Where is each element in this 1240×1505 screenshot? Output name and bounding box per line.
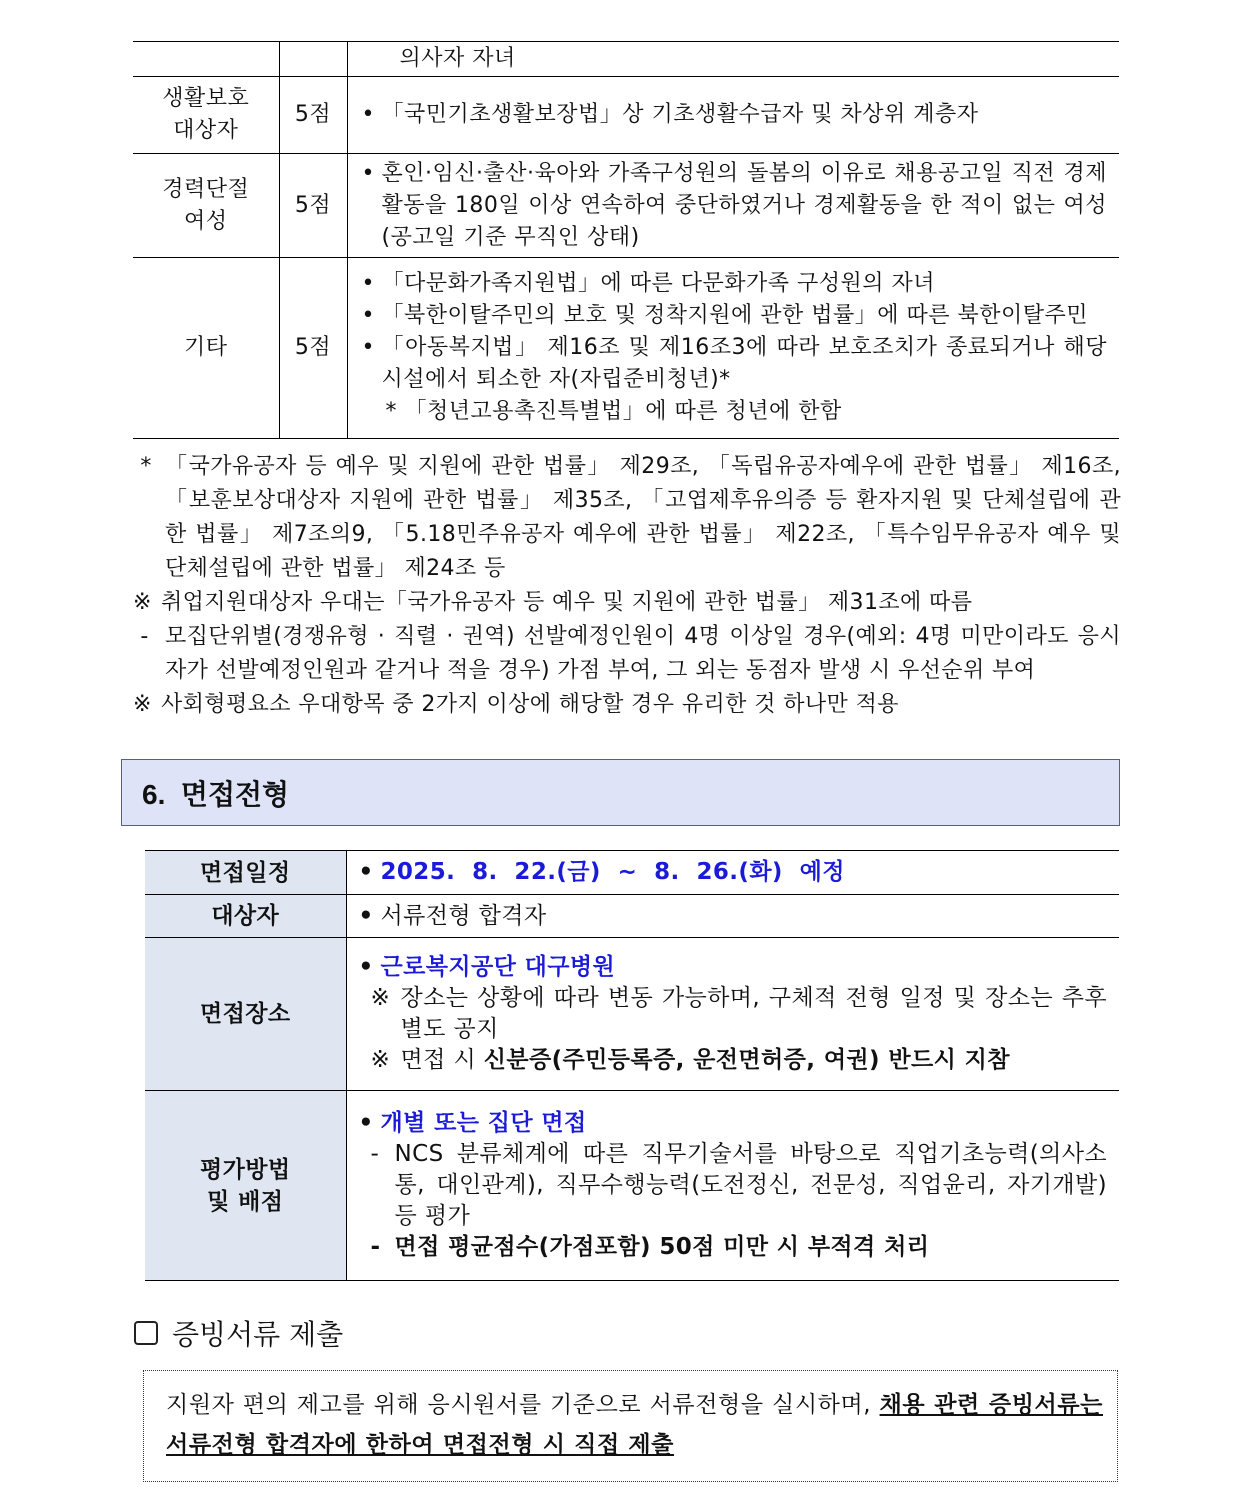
criteria-text: 「북한이탈주민의 보호 및 정착지원에 관한 법률」에 따른 북한이탈주민 — [381, 303, 1089, 328]
criteria-text: 혼인·임신·출산·육아와 가족구성원의 돌봄의 이유로 채용공고일 직전 경제활동을 180일 이상 연속하여 중단하였거나 경제활동을 한 적이 없는 여성(공고일 기준 무직인 상태) — [381, 160, 1107, 250]
target-label: 대상자 — [145, 895, 346, 938]
bullet-mark: • — [361, 160, 375, 186]
place-value-cell — [346, 938, 1119, 1091]
method-value-cell — [346, 1091, 1119, 1281]
note-item — [133, 450, 1121, 586]
table-row — [133, 258, 1119, 439]
place-value: 근로복지공단 대구병원 — [380, 954, 616, 980]
schedule-label: 면접일정 — [145, 851, 346, 895]
table-row — [145, 938, 1119, 1091]
note-text: 「국가유공자 등 예우 및 지원에 관한 법률」 제29조, 「독립유공자예우에 관한 법률」 제16조, 「보훈보상대상자 지원에 관한 법률」 제35조, 「고엽제후유의증 등 환자지원 및 단체설립에 관한 법률」 제7조의9, 「5.18민주유공자 예우에 관한 법률」 제22조, 「특수임무유공자 예우 및 단체설립에 관한 법률」 제24조 등 — [165, 454, 1121, 581]
evidence-notice-box — [143, 1370, 1118, 1482]
table-row — [133, 42, 1119, 77]
schedule-value-cell — [346, 851, 1119, 895]
points-cell: 5점 — [279, 258, 347, 439]
note-mark: ※ — [133, 692, 160, 717]
bullet-mark: • — [361, 335, 375, 360]
table-row — [145, 895, 1119, 938]
interview-table — [145, 850, 1119, 1281]
criteria-text: 의사자 자녀 — [399, 46, 516, 71]
criteria-text: 「아동복지법」 제16조 및 제16조3에 따라 보호조치가 종료되거나 해당 시설에서 퇴소한 자(자립준비청년)* — [381, 335, 1107, 392]
bullet-mark: • — [361, 271, 375, 296]
note-mark: ※ — [133, 590, 160, 615]
table-row — [133, 154, 1119, 258]
place-note-emphasis: 신분증(주민등록증, 운전면허증, 여권) 반드시 지참 — [483, 1047, 1010, 1073]
footnote: * 「청년고용촉진특별법」에 따른 청년에 한함 — [385, 399, 842, 424]
points-cell: 5점 — [279, 154, 347, 258]
bullet-mark: • — [358, 954, 374, 980]
bullet-mark: • — [358, 859, 374, 885]
criteria-cell — [347, 154, 1119, 258]
table-row — [145, 1091, 1119, 1281]
bullet-mark: • — [361, 303, 375, 328]
method-item: NCS 분류체계에 따른 직무기술서를 바탕으로 직업기초능력(의사소통, 대인관계), 직무수행능력(도전정신, 전문성, 직업윤리, 자기개발) 등 평가 — [394, 1141, 1107, 1229]
category-cell — [133, 42, 279, 77]
note-mark: ※ — [370, 985, 391, 1011]
evidence-title: 증빙서류 제출 — [172, 1318, 344, 1351]
note-mark: - — [133, 624, 157, 649]
evidence-heading — [134, 1313, 343, 1353]
note-mark: ※ — [370, 1047, 391, 1073]
note-text: 모집단위별(경쟁유형 · 직렬 · 권역) 선발예정인원이 4명 이상일 경우(예외: 4명 미만이라도 응시자가 선발예정인원과 같거나 적을 경우) 가점 부여, 그 외는 동점자 발생 시 우선순위 부여 — [165, 624, 1121, 683]
method-item: 면접 평균점수(가점포함) 50점 미만 시 부적격 처리 — [394, 1234, 930, 1260]
section-title — [121, 759, 1120, 826]
criteria-text: 「국민기초생활보장법」상 기초생활수급자 및 차상위 계층자 — [381, 102, 979, 127]
schedule-value: 2025. 8. 22.(금) ~ 8. 26.(화) 예정 — [380, 859, 845, 885]
points-cell — [279, 42, 347, 77]
dash-mark: - — [370, 1234, 381, 1260]
method-value: 개별 또는 집단 면접 — [380, 1110, 587, 1136]
dash-mark: - — [370, 1141, 380, 1167]
place-note — [401, 1045, 1108, 1076]
preference-table — [133, 41, 1119, 439]
evidence-text: 지원자 편의 제고를 위해 응시원서를 기준으로 서류전형을 실시하며, — [166, 1392, 880, 1418]
target-value: 서류전형 합격자 — [380, 902, 547, 929]
criteria-cell — [347, 77, 1119, 154]
note-item — [133, 620, 1121, 688]
place-note-prefix: 면접 시 — [400, 1047, 484, 1073]
table-row — [145, 851, 1119, 895]
criteria-cell — [347, 258, 1119, 439]
square-bullet-icon — [134, 1321, 158, 1345]
place-label: 면접장소 — [145, 938, 346, 1091]
bullet-mark: • — [358, 902, 374, 929]
note-text: 취업지원대상자 우대는「국가유공자 등 예우 및 지원에 관한 법률」 제31조에 따름 — [161, 590, 973, 615]
criteria-cell — [347, 42, 1119, 77]
table-row — [133, 77, 1119, 154]
bullet-mark: • — [361, 102, 375, 127]
section-title-text: 6. 면접전형 — [142, 778, 290, 810]
target-value-cell — [346, 895, 1119, 938]
note-mark: * — [133, 454, 160, 479]
criteria-text: 「다문화가족지원법」에 따른 다문화가족 구성원의 자녀 — [381, 271, 936, 296]
method-label-line: 및 배점 — [207, 1188, 284, 1215]
notes-section — [133, 450, 1121, 722]
category-cell: 생활보호 대상자 — [133, 77, 279, 154]
method-label — [145, 1091, 346, 1281]
method-label-line: 평가방법 — [200, 1156, 291, 1183]
category-cell: 경력단절 여성 — [133, 154, 279, 258]
category-cell: 기타 — [133, 258, 279, 439]
bullet-mark: • — [358, 1110, 374, 1136]
note-item — [133, 688, 1121, 722]
evidence-emphasis: 채용 관련 증빙서류는 서류전형 합격자에 한하여 면접전형 시 직접 제출 — [166, 1392, 1104, 1458]
place-note: 장소는 상황에 따라 변동 가능하며, 구체적 전형 일정 및 장소는 추후 별도 공지 — [400, 985, 1107, 1042]
points-cell: 5점 — [279, 77, 347, 154]
note-item — [133, 586, 1121, 620]
note-text: 사회형평요소 우대항목 중 2가지 이상에 해당할 경우 유리한 것 하나만 적용 — [161, 692, 899, 717]
